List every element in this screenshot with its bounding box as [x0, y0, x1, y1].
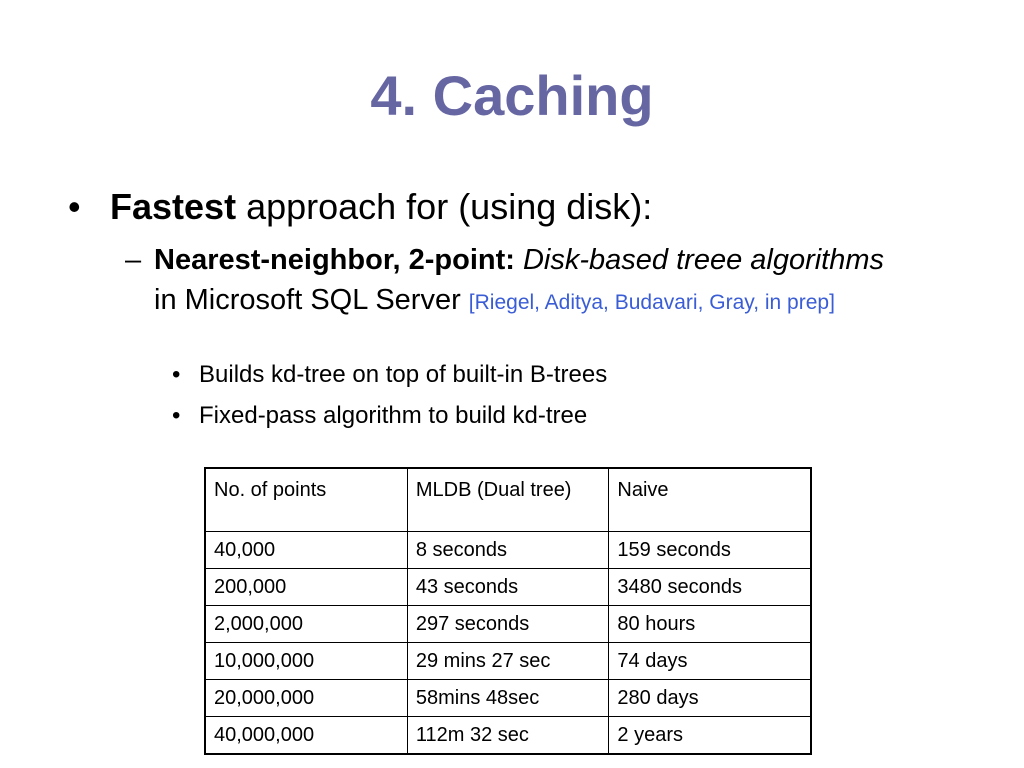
table-cell: 297 seconds	[407, 606, 609, 643]
table-cell: 112m 32 sec	[407, 717, 609, 755]
table-cell: 2 years	[609, 717, 811, 755]
dash-marker: –	[125, 244, 142, 276]
table-cell: 43 seconds	[407, 569, 609, 606]
sub-bullet-text: Builds kd-tree on top of built-in B-trees	[199, 361, 608, 388]
subbullet-nearest-neighbor	[125, 240, 885, 323]
bullet-marker: •	[68, 186, 81, 227]
bullet-text: approach for (using disk):	[236, 186, 653, 227]
table-row	[205, 643, 811, 680]
subbullet-text: in Microsoft SQL Server	[154, 284, 469, 316]
header-cell-points: No. of points	[205, 468, 407, 532]
table-cell: 29 mins 27 sec	[407, 643, 609, 680]
table-cell: 40,000,000	[205, 717, 407, 755]
sub-bullet-text: Fixed-pass algorithm to build kd-tree	[199, 402, 588, 429]
table-cell: 58mins 48sec	[407, 680, 609, 717]
table-cell: 80 hours	[609, 606, 811, 643]
table-row	[205, 606, 811, 643]
table-cell: 2,000,000	[205, 606, 407, 643]
table-cell: 3480 seconds	[609, 569, 811, 606]
bullet-marker: •	[172, 361, 181, 388]
table-header-row	[205, 468, 811, 532]
table-row	[205, 717, 811, 755]
bullet-fastest	[68, 184, 652, 230]
bullet-bold-text: Fastest	[110, 186, 237, 227]
header-cell-naive: Naive	[609, 468, 811, 532]
table-row	[205, 532, 811, 569]
table-cell: 200,000	[205, 569, 407, 606]
table-cell: 74 days	[609, 643, 811, 680]
sub-bullet-kd-tree-btrees	[172, 360, 607, 390]
bullet-marker: •	[172, 402, 181, 429]
table-cell: 10,000,000	[205, 643, 407, 680]
citation: [Riegel, Aditya, Budavari, Gray, in prep]	[468, 291, 835, 314]
table-cell: 8 seconds	[407, 532, 609, 569]
sub-bullet-fixed-pass	[172, 401, 587, 431]
table-cell: 20,000,000	[205, 680, 407, 717]
table-row	[205, 569, 811, 606]
header-cell-mldb: MLDB (Dual tree)	[407, 468, 609, 532]
table-cell: 159 seconds	[609, 532, 811, 569]
slide-title: 4. Caching	[370, 64, 654, 127]
timing-table	[204, 467, 812, 755]
table-cell: 280 days	[609, 680, 811, 717]
table-row	[205, 680, 811, 717]
table-cell: 40,000	[205, 532, 407, 569]
subbullet-italic-text: Disk-based treee algorithms	[522, 244, 885, 276]
subbullet-bold-text: Nearest-neighbor, 2-point:	[154, 244, 515, 276]
